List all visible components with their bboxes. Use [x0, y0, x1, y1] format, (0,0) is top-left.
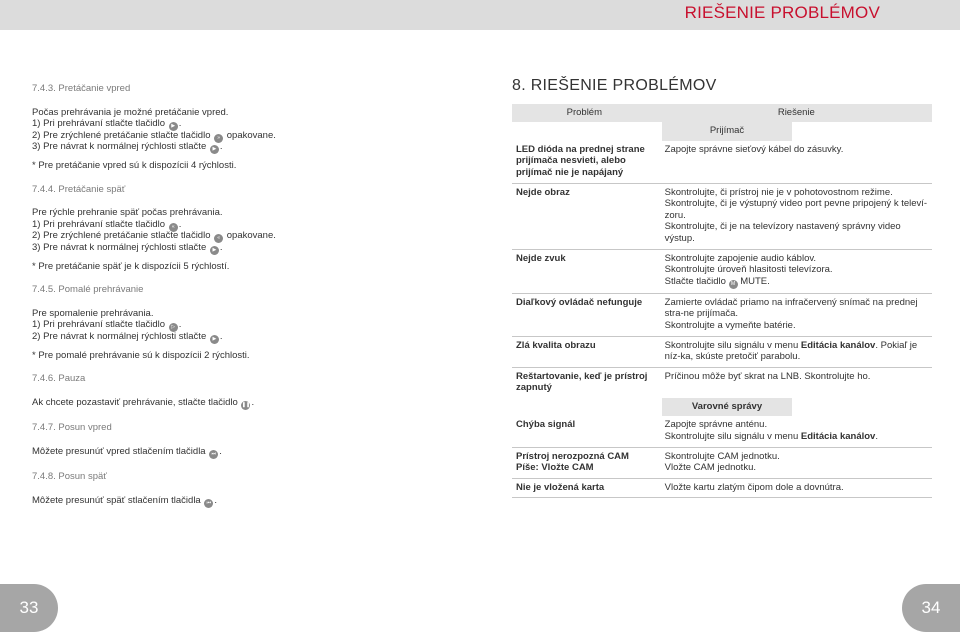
table-row: Reštartovanie, keď je prístroj zapnutý Príčinou môže byť skrat na LNB. Skontrolujte ho. — [516, 370, 871, 394]
table-row: Nie je vložená karta Vložte kartu zlatým čipom dole a dovnútra. — [512, 479, 932, 499]
skip-back-icon: ⏮ — [204, 499, 213, 508]
play-icon: ▶ — [210, 335, 219, 344]
text-line: Môžete presunúť vpred stlačením tlačidla — [32, 445, 206, 457]
table-row: Chýba signál Zapojte správne anténu. Skontrolujte silu signálu v menu Editácia kanálov. — [512, 416, 932, 447]
text-line: Pre spomalenie prehrávania. — [32, 307, 154, 319]
text-line: 1) Pri prehrávaní stlačte tlačidlo — [32, 218, 166, 230]
slow-icon: ▷ — [169, 323, 178, 332]
table-row: Diaľkový ovládač nefunguje Zamierte ovládač priamo na infračervený snímač na prednej stra-ne prijímača. Skontrolujte a vymeňte batérie. — [512, 294, 932, 337]
column-header-problem: Problém — [566, 106, 602, 118]
page-number-left: 33 — [0, 584, 58, 632]
right-page — [512, 77, 932, 498]
band-receiver: Prijímač — [662, 122, 792, 141]
play-icon: ▶ — [169, 122, 178, 131]
pause-icon: ❚❚ — [241, 401, 251, 408]
section-heading: 7.4.5. Pomalé prehrávanie — [32, 284, 144, 296]
mute-icon: M — [729, 280, 738, 289]
section-heading: 7.4.4. Pretáčanie späť — [32, 183, 126, 195]
section-heading: 7.4.8. Posun späť — [32, 471, 107, 483]
left-page: 7.4.3. Pretáčanie vpred Počas prehrávania je možné pretáčanie vpred. 1) Pri prehrávaní stlačte tlačidlo ▶ . 2) Pre zrýchlené pretáčanie stlačte tlačidlo » opakovane. 3) Pre návrat k normálnej rýchlosti stlačte ▶ . * Pre pretáčanie vpred sú k dispozícii 4 rýchlosti. 7.4.4. Pretáčanie späť Pre rýchle prehranie späť počas prehrávania. 1) Pri prehrávaní stlačte tlačidlo « . 2) Pre zrýchlené pretáčanie stlačte tlačidlo « opakovane. 3) Pre návrat k normálnej rýchlosti stlačte ▶ . * Pre pretáčanie späť je k dispozícii 5 rýchlostí. 7.4.5. Pomalé prehrávanie Pre spomalenie prehrávania. 1) Pri prehrávaní stlačte tlačidlo ▷ . 2) Pre návrat k normálnej rýchlosti stlačte ▶ . * Pre pomalé prehrávanie sú k dispozícii 2 rýchlosti. 7.4.6. Pauza Ak chcete pozastaviť prehrávanie, stlačte tlačidlo ❚❚. 7.4.7. Posun vpred Môžete presunúť vpred stlačením tlačidla ⏭ . 7.4.8. Posun späť Môžete presunúť späť stlačením tlačidla ⏮ . — [32, 83, 472, 507]
text-line: Ak chcete pozastaviť prehrávanie, stlačte tlačidlo — [32, 396, 238, 408]
fast-forward-icon: » — [214, 134, 223, 143]
note: * Pre pomalé prehrávanie sú k dispozícii 2 rýchlosti. — [32, 349, 250, 361]
text-line: 2) Pre zrýchlené pretáčanie stlačte tlačidlo — [32, 129, 211, 141]
table-row: Prístroj nerozpozná CAM Píše: Vložte CAM Skontrolujte CAM jednotku. Vložte CAM jednotku. — [512, 448, 932, 479]
skip-forward-icon: ⏭ — [209, 450, 218, 459]
page-number-right: 34 — [902, 584, 960, 632]
text-line: 2) Pre návrat k normálnej rýchlosti stlačte — [32, 330, 207, 342]
text-line: 3) Pre návrat k normálnej rýchlosti stlačte — [32, 241, 207, 253]
table-row: Zlá kvalita obrazu Skontrolujte silu signálu v menu Editácia kanálov. Pokiaľ je níz-ka, skúste pretočiť parabolu. — [512, 337, 932, 368]
text-line: Počas prehrávania je možné pretáčanie vpred. — [32, 106, 229, 118]
text-line: 1) Pri prehrávaní stlačte tlačidlo — [32, 319, 166, 331]
play-icon: ▶ — [210, 246, 219, 255]
header-title: RIEŠENIE PROBLÉMOV — [684, 3, 880, 22]
text-line: Pre rýchle prehranie späť počas prehrávania. — [32, 207, 223, 219]
table-row: Nejde obraz Skontrolujte, či prístroj nie je v pohotovostnom režime. Skontrolujte, či je výstupný video port pevne pripojený k televí-zoru. Skontrolujte, či je na televízory nastavený správny video výstup. — [512, 184, 932, 250]
column-header-solution: Riešenie — [777, 106, 815, 118]
play-icon: ▶ — [210, 145, 219, 154]
rewind-icon: « — [169, 223, 178, 232]
rewind-icon: « — [214, 234, 223, 243]
page-title: 8. RIEŠENIE PROBLÉMOV — [512, 77, 717, 94]
text-line: 2) Pre zrýchlené pretáčanie stlačte tlačidlo — [32, 230, 211, 242]
note: * Pre pretáčanie späť je k dispozícii 5 rýchlostí. — [32, 260, 230, 272]
section-heading: 7.4.3. Pretáčanie vpred — [32, 83, 131, 94]
text-line: 3) Pre návrat k normálnej rýchlosti stlačte — [32, 141, 207, 153]
section-heading: 7.4.7. Posun vpred — [32, 422, 112, 434]
table-header — [512, 104, 932, 123]
text-line: Môžete presunúť späť stlačením tlačidla — [32, 495, 201, 507]
band-warnings: Varovné správy — [662, 398, 792, 417]
text-line: 1) Pri prehrávaní stlačte tlačidlo — [32, 118, 166, 130]
table-row: Nejde zvuk Skontrolujte zapojenie audio káblov. Skontrolujte úroveň hlasitosti televízora. Stlačte tlačidlo M MUTE. — [512, 250, 932, 294]
section-heading: 7.4.6. Pauza — [32, 373, 86, 385]
table-row: LED dióda na prednej strane prijímača nesvieti, alebo prijímač nie je napájaný Zapojte správne sieťový kábel do zásuvky. — [512, 141, 932, 184]
note: * Pre pretáčanie vpred sú k dispozícii 4 rýchlosti. — [32, 159, 237, 171]
